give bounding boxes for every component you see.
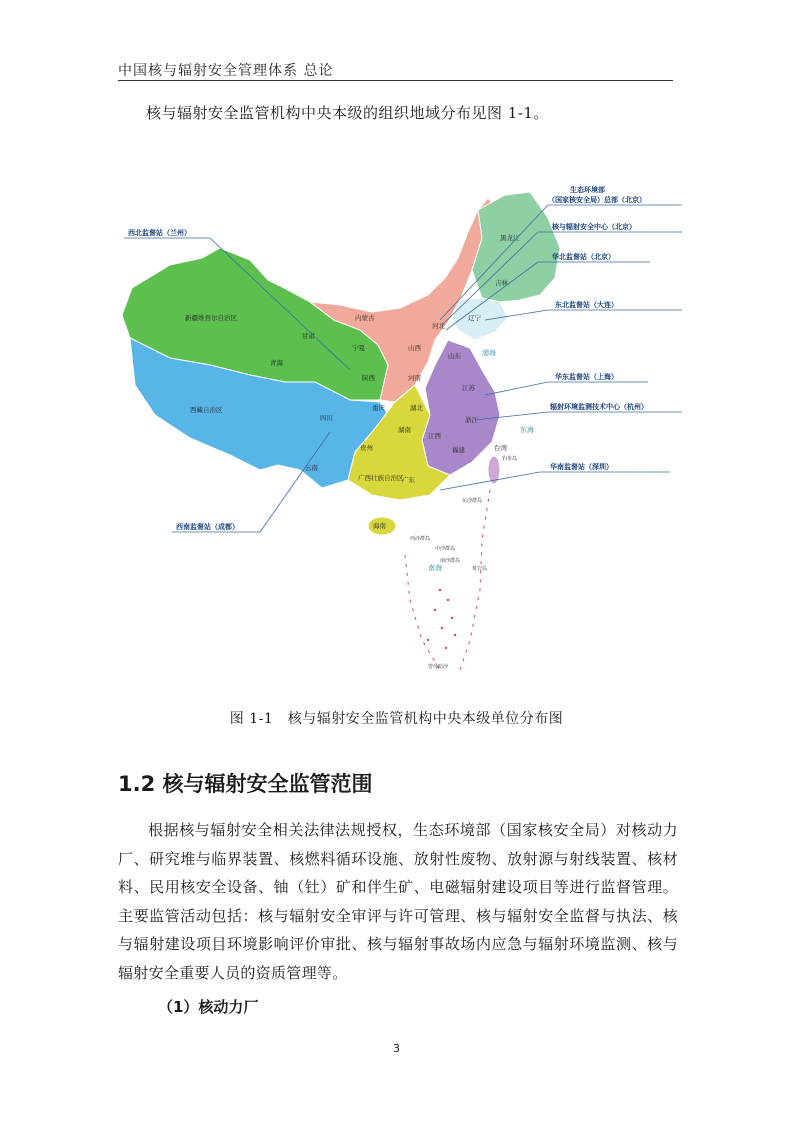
svg-text:宁夏: 宁夏 xyxy=(352,344,365,352)
callout-east-station: 华东监督站（上海） xyxy=(555,373,618,381)
intro-sentence: 核与辐射安全监管机构中央本级的组织地域分布见图 1-1。 xyxy=(146,104,549,122)
callout-hangzhou-center: 辐射环境监测技术中心（杭州） xyxy=(550,403,648,411)
svg-text:海南: 海南 xyxy=(373,522,386,530)
svg-text:甘肃: 甘肃 xyxy=(302,332,315,340)
region-northeast xyxy=(472,192,560,302)
svg-text:西沙群岛: 西沙群岛 xyxy=(410,536,431,542)
china-map-figure xyxy=(110,170,690,690)
svg-text:福建: 福建 xyxy=(452,446,465,454)
svg-text:云南: 云南 xyxy=(305,464,318,472)
svg-text:湖北: 湖北 xyxy=(410,404,423,412)
svg-text:吉林: 吉林 xyxy=(495,279,508,287)
south-sea-island-dots xyxy=(427,589,456,649)
svg-text:贵州: 贵州 xyxy=(360,444,373,452)
svg-text:南沙群岛: 南沙群岛 xyxy=(440,558,461,564)
svg-text:山东: 山东 xyxy=(448,352,461,360)
svg-text:黑龙江: 黑龙江 xyxy=(500,234,520,242)
sea-label-bohai: 渤海 xyxy=(482,349,496,357)
region-east xyxy=(422,340,500,475)
section-heading: 1.2 核与辐射安全监管范围 xyxy=(118,772,373,796)
svg-text:台湾: 台湾 xyxy=(494,444,507,452)
svg-text:新疆维吾尔自治区: 新疆维吾尔自治区 xyxy=(185,314,237,322)
svg-text:内蒙古: 内蒙古 xyxy=(355,314,375,322)
callout-south-station: 华南监督站（深圳） xyxy=(550,463,613,471)
svg-text:广东: 广东 xyxy=(402,476,415,484)
subsection-heading: （1）核动力厂 xyxy=(158,998,259,1016)
svg-text:辽宁: 辽宁 xyxy=(468,314,481,322)
page-number: 3 xyxy=(393,1042,400,1055)
callout-ministry-line1: 生态环境部 xyxy=(570,186,605,194)
sea-boundary-dashes xyxy=(405,490,490,670)
svg-text:四川: 四川 xyxy=(320,414,333,422)
figure-caption: 图 1-1 核与辐射安全监管机构中央本级单位分布图 xyxy=(229,711,564,727)
callout-northwest-station: 西北监督站（兰州） xyxy=(128,229,191,237)
sea-label-donghai: 东海 xyxy=(520,426,534,434)
svg-text:黄岩岛: 黄岩岛 xyxy=(472,566,488,572)
svg-text:曾母暗沙: 曾母暗沙 xyxy=(428,664,449,670)
header-rule xyxy=(118,80,673,81)
body-paragraph: 根据核与辐射安全相关法律法规授权，生态环境部（国家核安全局）对核动力厂、研究堆与临界装置、核燃料循环设施、放射性废物、放射源与射线装置、核材料、民用核安全设备、铀（钍）矿和伴生矿、电磁辐射建设项目等进行监督管理。主要监管活动包括：核与辐射安全审评与许可管理、核与辐射安全监督与执法、核与辐射建设项目环境影响评价审批、核与辐射事故场内应急与辐射环境监测、核与辐射安全重要人员的资质管理等。 xyxy=(118,821,678,982)
svg-text:钓鱼岛: 钓鱼岛 xyxy=(502,456,518,462)
sea-label-nanhai: 南海 xyxy=(428,564,442,572)
svg-text:江苏: 江苏 xyxy=(462,384,475,392)
svg-text:河北: 河北 xyxy=(432,322,445,330)
callout-southwest-station: 西南监督站（成都） xyxy=(176,523,239,531)
svg-text:青海: 青海 xyxy=(270,359,283,367)
svg-text:浙江: 浙江 xyxy=(465,416,478,424)
callout-north-station: 华北监督站（北京） xyxy=(552,253,615,261)
svg-text:东沙群岛: 东沙群岛 xyxy=(462,498,483,504)
svg-text:西藏自治区: 西藏自治区 xyxy=(190,406,223,414)
callout-northeast-station: 东北监督站（大连） xyxy=(555,301,618,309)
svg-text:重庆: 重庆 xyxy=(372,404,385,412)
callout-ministry-line2: （国家核安全局）总部（北京） xyxy=(548,196,646,204)
svg-text:中沙群岛: 中沙群岛 xyxy=(435,546,456,552)
svg-text:河南: 河南 xyxy=(408,374,421,382)
svg-text:江西: 江西 xyxy=(428,432,441,440)
svg-text:广西壮族自治区: 广西壮族自治区 xyxy=(358,474,404,482)
svg-text:陕西: 陕西 xyxy=(362,374,375,382)
running-header: 中国核与辐射安全管理体系 总论 xyxy=(118,63,334,79)
svg-text:湖南: 湖南 xyxy=(398,426,411,434)
callout-center-beijing: 核与辐射安全中心（北京） xyxy=(552,223,636,231)
svg-text:山西: 山西 xyxy=(408,344,421,352)
